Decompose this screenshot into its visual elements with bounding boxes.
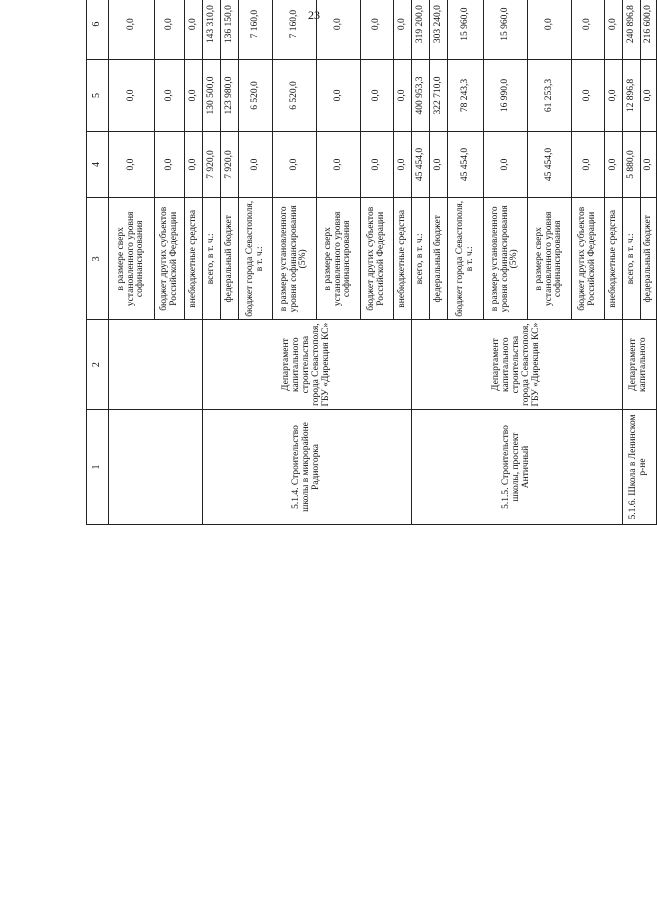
table-row <box>109 0 155 525</box>
value-cell: 45 454,0 <box>448 131 484 198</box>
funding-source-cell: федеральный бюджет <box>221 198 239 320</box>
value-cell: 240 896,8 <box>623 0 641 60</box>
value-cell: 6 520,0 <box>273 60 317 131</box>
funding-source-cell: всего, в т. ч.: <box>203 198 221 320</box>
executor-cell <box>109 320 203 410</box>
value-cell: 0,0 <box>317 0 361 60</box>
header-cell: 1 <box>87 409 109 524</box>
budget-table <box>86 0 657 525</box>
item-name-cell: 5.1.4. Строительство школы в микрорайоне Радиогорка <box>203 409 412 524</box>
rotated-table-area <box>86 5 653 865</box>
value-cell: 0,0 <box>605 0 623 60</box>
value-cell: 130 500,0 <box>203 60 221 131</box>
value-cell: 0,0 <box>394 0 412 60</box>
executor-cell: Департамент капитального строительства города Севастополя, ГБУ «Дирекция КС» <box>203 320 412 410</box>
value-cell: 322 710,0 <box>430 60 448 131</box>
value-cell: 0,0 <box>361 0 394 60</box>
value-cell: 0,0 <box>239 131 273 198</box>
funding-source-cell: бюджет других субъектов Российской Федерации <box>361 198 394 320</box>
item-name-cell: 5.1.6. Школа в Ленинском р-не <box>623 409 657 524</box>
value-cell: 0,0 <box>430 131 448 198</box>
header-cell: 3 <box>87 198 109 320</box>
value-cell: 6 520,0 <box>239 60 273 131</box>
funding-source-cell: федеральный бюджет <box>430 198 448 320</box>
value-cell: 0,0 <box>572 0 605 60</box>
funding-source-cell: в размере сверх установленного уровня софинансирования <box>528 198 572 320</box>
value-cell: 45 454,0 <box>528 131 572 198</box>
table-row <box>412 0 430 525</box>
value-cell: 7 160,0 <box>273 0 317 60</box>
value-cell: 7 160,0 <box>239 0 273 60</box>
value-cell: 0,0 <box>317 60 361 131</box>
value-cell: 0,0 <box>185 131 203 198</box>
value-cell: 0,0 <box>185 0 203 60</box>
value-cell: 78 243,3 <box>448 60 484 131</box>
funding-source-cell: в размере сверх установленного уровня софинансирования <box>317 198 361 320</box>
value-cell: 5 880,0 <box>623 131 641 198</box>
value-cell: 319 200,0 <box>412 0 430 60</box>
value-cell: 216 600,0 <box>641 0 657 60</box>
table-row <box>203 0 221 525</box>
value-cell: 45 454,0 <box>412 131 430 198</box>
value-cell: 143 310,0 <box>203 0 221 60</box>
funding-source-cell: бюджет других субъектов Российской Федерации <box>572 198 605 320</box>
value-cell: 0,0 <box>484 131 528 198</box>
value-cell: 0,0 <box>273 131 317 198</box>
executor-cell: Департамент капитального <box>623 320 657 410</box>
value-cell: 12 896,8 <box>623 60 641 131</box>
value-cell: 136 150,0 <box>221 0 239 60</box>
value-cell: 0,0 <box>605 131 623 198</box>
value-cell: 0,0 <box>185 60 203 131</box>
value-cell: 0,0 <box>109 131 155 198</box>
value-cell: 0,0 <box>394 60 412 131</box>
value-cell: 303 240,0 <box>430 0 448 60</box>
header-cell: 6 <box>87 0 109 60</box>
value-cell: 0,0 <box>361 131 394 198</box>
page-number: 23 <box>308 8 320 22</box>
value-cell: 0,0 <box>317 131 361 198</box>
value-cell: 15 960,0 <box>448 0 484 60</box>
value-cell: 15 960,0 <box>484 0 528 60</box>
value-cell: 0,0 <box>641 131 657 198</box>
funding-source-cell: в размере установленного уровня софинансирования (5%) <box>273 198 317 320</box>
value-cell: 16 990,0 <box>484 60 528 131</box>
value-cell: 0,0 <box>361 60 394 131</box>
value-cell: 0,0 <box>528 0 572 60</box>
funding-source-cell: бюджет города Севастополя, в т. ч.: <box>448 198 484 320</box>
table-body <box>109 0 657 525</box>
value-cell: 0,0 <box>155 131 185 198</box>
funding-source-cell: внебюджетные средства <box>185 198 203 320</box>
header-cell: 2 <box>87 320 109 410</box>
value-cell: 0,0 <box>572 131 605 198</box>
value-cell: 400 953,3 <box>412 60 430 131</box>
funding-source-cell: всего, в т. ч.: <box>412 198 430 320</box>
funding-source-cell: бюджет города Севастополя, в т. ч.: <box>239 198 273 320</box>
value-cell: 0,0 <box>572 60 605 131</box>
funding-source-cell: всего, в т. ч.: <box>623 198 641 320</box>
funding-source-cell: в размере сверх установленного уровня софинансирования <box>109 198 155 320</box>
funding-source-cell: внебюджетные средства <box>605 198 623 320</box>
value-cell: 0,0 <box>641 60 657 131</box>
item-name-cell: 5.1.5. Строительство школы, проспект Античный <box>412 409 623 524</box>
value-cell: 7 920,0 <box>221 131 239 198</box>
funding-source-cell: бюджет других субъектов Российской Федерации <box>155 198 185 320</box>
funding-source-cell: в размере установленного уровня софинансирования (5%) <box>484 198 528 320</box>
value-cell: 0,0 <box>394 131 412 198</box>
value-cell: 0,0 <box>109 60 155 131</box>
value-cell: 7 920,0 <box>203 131 221 198</box>
value-cell: 0,0 <box>155 60 185 131</box>
item-name-cell <box>109 409 203 524</box>
value-cell: 0,0 <box>155 0 185 60</box>
executor-cell: Департамент капитального строительства города Севастополя, ГБУ «Дирекция КС» <box>412 320 623 410</box>
header-cell: 4 <box>87 131 109 198</box>
table-row <box>623 0 641 525</box>
value-cell: 123 980,0 <box>221 60 239 131</box>
value-cell: 61 253,3 <box>528 60 572 131</box>
value-cell: 0,0 <box>605 60 623 131</box>
header-cell: 5 <box>87 60 109 131</box>
funding-source-cell: федеральный бюджет <box>641 198 657 320</box>
header-row <box>87 0 109 525</box>
funding-source-cell: внебюджетные средства <box>394 198 412 320</box>
value-cell: 0,0 <box>109 0 155 60</box>
